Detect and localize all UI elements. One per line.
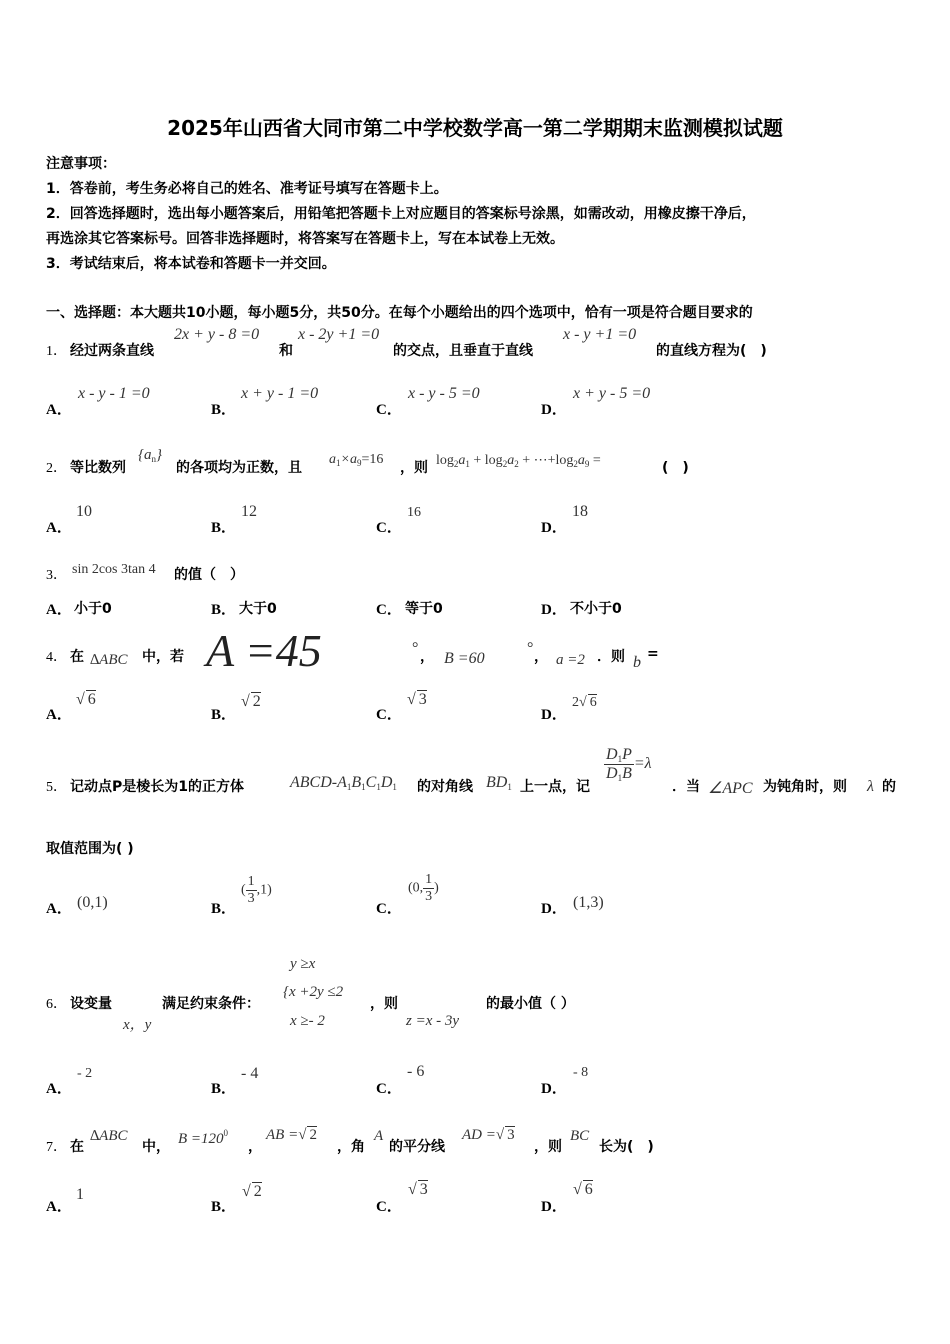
q6-option-c: - 6 bbox=[407, 1063, 425, 1080]
q7-bisector: AD =√ 3 bbox=[462, 1127, 515, 1143]
q4-option-a-label: A． bbox=[46, 707, 72, 723]
q5-option-a-label: A． bbox=[46, 901, 72, 917]
q7-side-ab: AB =√ 2 bbox=[266, 1127, 317, 1143]
q6-option-d: - 8 bbox=[573, 1065, 589, 1080]
q1-text-1: 经过两条直线 bbox=[70, 343, 154, 359]
q2-option-b-label: B． bbox=[211, 520, 237, 536]
q1-text-4: 的直线方程为( ) bbox=[656, 343, 767, 359]
q4-option-c: √ 3 bbox=[407, 691, 427, 708]
q4-equals: = bbox=[647, 646, 659, 662]
q6-constraint-1: y ≥x bbox=[290, 956, 316, 972]
q4-degree-1: ° bbox=[412, 640, 419, 657]
q2-option-c: 16 bbox=[407, 505, 421, 520]
q3-text-1: 的值（ ） bbox=[174, 567, 244, 583]
q5-text-5: 为钝角时，则 bbox=[763, 779, 847, 795]
q4-side-b: b bbox=[633, 654, 641, 671]
q2-text-1: 等比数列 bbox=[70, 460, 126, 476]
q4-comma-2: ， bbox=[534, 649, 548, 665]
q1-text-2: 和 bbox=[279, 343, 293, 359]
q3-option-a: 小于0 bbox=[74, 601, 112, 617]
q2-sequence: $\{a_n\}$ bbox=[138, 447, 162, 464]
q6-text-2: 满足约束条件： bbox=[162, 996, 260, 1012]
q4-option-c-label: C． bbox=[376, 707, 402, 723]
q6-option-b-label: B． bbox=[211, 1081, 237, 1097]
q2-option-d: 18 bbox=[572, 503, 588, 520]
notice-item-3: 3．考试结束后，将本试卷和答题卡一并交回。 bbox=[46, 256, 336, 272]
q3-expression: sin 2cos 3tan 4 bbox=[72, 562, 156, 577]
q4-option-b: √ 2 bbox=[241, 693, 261, 710]
notice-item-1: 1．答卷前，考生务必将自己的姓名、准考证号填写在答题卡上。 bbox=[46, 181, 448, 197]
q1-line-1: 2x + y - 8 =0 bbox=[174, 326, 260, 343]
q4-text-3: ．则 bbox=[597, 649, 625, 665]
q6-option-b: - 4 bbox=[241, 1065, 259, 1082]
q7-comma: ， bbox=[248, 1139, 262, 1155]
q5-text-3: 上一点，记 bbox=[520, 779, 590, 795]
q5-option-c: (0, $\frac{1}{3}$ ) bbox=[408, 872, 439, 904]
notice-heading: 注意事项： bbox=[46, 156, 116, 172]
q5-diagonal: $BD_1$ bbox=[486, 774, 512, 792]
section-heading: 一、选择题：本大题共10小题，每小题5分，共50分。在每个小题给出的四个选项中，恰有一项是符合题目要求的 bbox=[46, 305, 753, 321]
q5-option-d: (1,3) bbox=[573, 894, 604, 911]
q3-option-c-label: C． bbox=[376, 602, 402, 618]
q1-line-3: x - y +1 =0 bbox=[563, 326, 637, 343]
q4-side-a: a =2 bbox=[556, 652, 585, 668]
q4-angle-a: A =45 bbox=[206, 625, 322, 676]
q2-text-4: ( ) bbox=[662, 460, 689, 476]
q6-text-3: ，则 bbox=[370, 996, 398, 1012]
q1-option-b: x + y - 1 =0 bbox=[241, 385, 319, 402]
page-title: 2025年山西省大同市第二中学校数学高一第二学期期末监测模拟试题 bbox=[167, 116, 783, 140]
q4-text-2: 中，若 bbox=[142, 649, 184, 665]
q4-option-d: 2√ 6 bbox=[572, 695, 597, 710]
q1-option-c: x - y - 5 =0 bbox=[408, 385, 480, 402]
q1-option-d-label: D． bbox=[541, 402, 567, 418]
q5-angle: ∠APC bbox=[708, 780, 753, 797]
q2-text-2: 的各项均为正数，且 bbox=[176, 460, 302, 476]
q7-triangle: ∆ABC bbox=[90, 1128, 128, 1144]
q6-option-a-label: A． bbox=[46, 1081, 72, 1097]
q2-log-sum: $\log_2a_1 + \log_2a_2$ + $\cdots+\log_2a_9$ = bbox=[436, 453, 601, 469]
q5-text-1: 记动点P是棱长为1的正方体 bbox=[70, 779, 245, 795]
q7-text-3: ，角 bbox=[337, 1139, 365, 1155]
q1-option-b-label: B． bbox=[211, 402, 237, 418]
q7-option-d: √ 6 bbox=[573, 1181, 593, 1198]
q7-text-5: ，则 bbox=[534, 1139, 562, 1155]
q4-option-d-label: D． bbox=[541, 707, 567, 723]
q7-text-4: 的平分线 bbox=[389, 1139, 445, 1155]
q5-text-2: 的对角线 bbox=[417, 779, 473, 795]
q6-objective: z =x - 3y bbox=[406, 1013, 460, 1029]
q3-option-b: 大于0 bbox=[239, 601, 277, 617]
q7-text-6: 长为( ) bbox=[599, 1139, 654, 1155]
q1-number: 1． bbox=[46, 344, 67, 359]
q7-option-d-label: D． bbox=[541, 1199, 567, 1215]
q2-option-a: 10 bbox=[76, 503, 92, 520]
q1-option-a-label: A． bbox=[46, 402, 72, 418]
q5-option-a: (0,1) bbox=[77, 894, 108, 911]
q5-option-b-label: B． bbox=[211, 901, 237, 917]
q7-option-b-label: B． bbox=[211, 1199, 237, 1215]
q2-condition: $a_1\times a_9=16$ bbox=[329, 452, 384, 468]
q1-option-d: x + y - 5 =0 bbox=[573, 385, 651, 402]
q1-option-c-label: C． bbox=[376, 402, 402, 418]
q6-number: 6． bbox=[46, 997, 67, 1012]
q7-angle-b: $B =120^0$ bbox=[178, 1128, 229, 1147]
q7-number: 7． bbox=[46, 1140, 67, 1155]
notice-item-2-cont: 再选涂其它答案标号。回答非选择题时，将答案写在答题卡上，写在本试卷上无效。 bbox=[46, 231, 564, 247]
q6-option-d-label: D． bbox=[541, 1081, 567, 1097]
q5-number: 5． bbox=[46, 780, 67, 795]
q4-comma-1: ， bbox=[420, 649, 434, 665]
q7-option-a-label: A． bbox=[46, 1199, 72, 1215]
q6-constraint-3: x ≥- 2 bbox=[290, 1013, 325, 1029]
q3-option-c: 等于0 bbox=[405, 601, 443, 617]
notice-item-2: 2．回答选择题时，选出每小题答案后，用铅笔把答题卡上对应题目的答案标号涂黑，如需改动，用橡皮擦干净后， bbox=[46, 206, 756, 222]
q7-option-b: √ 2 bbox=[242, 1183, 262, 1200]
q4-option-b-label: B． bbox=[211, 707, 237, 723]
q4-text-1: 在 bbox=[70, 649, 84, 665]
q6-option-c-label: C． bbox=[376, 1081, 402, 1097]
q6-text-4: 的最小值（ ） bbox=[486, 996, 575, 1012]
q4-number: 4． bbox=[46, 650, 67, 665]
q2-option-a-label: A． bbox=[46, 520, 72, 536]
q7-option-a: 1 bbox=[76, 1186, 84, 1203]
q2-text-3: ，则 bbox=[400, 460, 428, 476]
q4-triangle: ∆ABC bbox=[90, 652, 128, 668]
q4-option-a: √ 6 bbox=[76, 691, 96, 708]
q5-text-4: ．当 bbox=[672, 779, 700, 795]
q5-cube: ABCD-$A_1B_1C_1D_1$ bbox=[290, 774, 397, 792]
q4-angle-b: B =60 bbox=[444, 650, 485, 667]
q6-option-a: - 2 bbox=[77, 1066, 93, 1081]
q7-option-c-label: C． bbox=[376, 1199, 402, 1215]
q5-option-b: ( $\frac{1}{3}$ ,1) bbox=[241, 874, 272, 906]
q2-option-b: 12 bbox=[241, 503, 257, 520]
q3-number: 3． bbox=[46, 568, 67, 583]
q1-line-2: x - 2y +1 =0 bbox=[298, 326, 380, 343]
q6-text-1: 设变量 bbox=[70, 996, 112, 1012]
q3-option-d: 不小于0 bbox=[570, 601, 622, 617]
q1-option-a: x - y - 1 =0 bbox=[78, 385, 150, 402]
q1-text-3: 的交点，且垂直于直线 bbox=[393, 343, 533, 359]
q7-text-2: 中， bbox=[142, 1139, 170, 1155]
q7-side-bc: BC bbox=[570, 1128, 590, 1144]
q5-ratio: $\frac{D_1P}{D_1B}$ =λ bbox=[606, 746, 652, 783]
q2-number: 2． bbox=[46, 461, 67, 476]
q3-option-d-label: D． bbox=[541, 602, 567, 618]
q5-lambda: λ bbox=[867, 778, 874, 795]
q7-option-c: √ 3 bbox=[408, 1181, 428, 1198]
q5-option-c-label: C． bbox=[376, 901, 402, 917]
q5-option-d-label: D． bbox=[541, 901, 567, 917]
q6-variables: x，y bbox=[123, 1017, 152, 1033]
q6-constraint-2: {x +2y ≤2 bbox=[283, 984, 344, 1000]
q2-option-d-label: D． bbox=[541, 520, 567, 536]
q5-text-6: 的 bbox=[882, 779, 896, 795]
q5-text-7: 取值范围为( ) bbox=[46, 841, 134, 857]
q7-angle-a: A bbox=[374, 1128, 384, 1144]
q2-option-c-label: C． bbox=[376, 520, 402, 536]
q3-option-a-label: A． bbox=[46, 602, 72, 618]
q7-text-1: 在 bbox=[70, 1139, 84, 1155]
q4-degree-2: ° bbox=[527, 640, 534, 657]
q3-option-b-label: B． bbox=[211, 602, 237, 618]
